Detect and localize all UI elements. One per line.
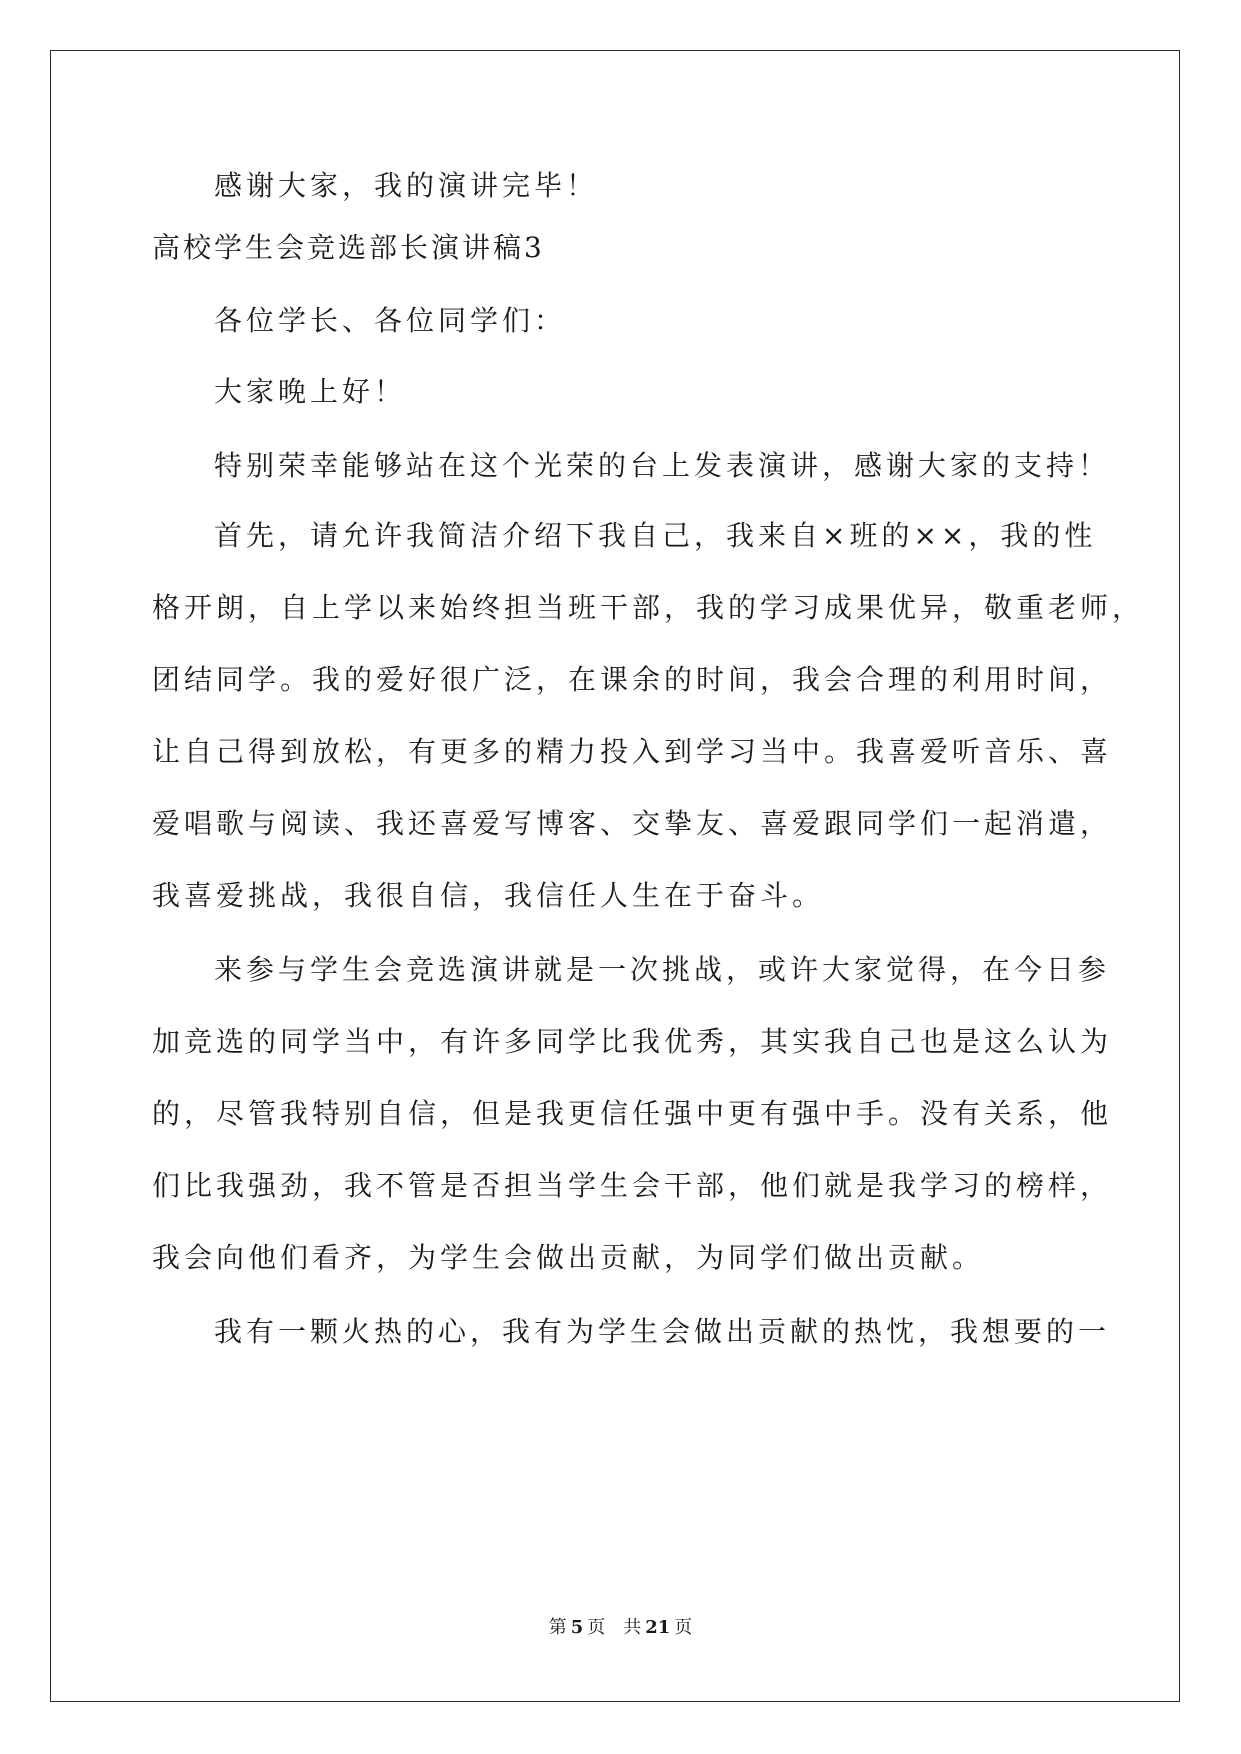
paragraph-intro-line-6: 我喜爱挑战，我很自信，我信任人生在于奋斗。 <box>152 879 825 912</box>
footer-prefix: 第 <box>548 1617 567 1638</box>
footer-page-suffix: 页 <box>587 1617 606 1638</box>
paragraph-salutation: 各位学长、各位同学们： <box>214 304 567 337</box>
paragraph-intro-line-4: 让自己得到放松，有更多的精力投入到学习当中。我喜爱听音乐、喜 <box>152 735 1113 768</box>
footer-total-suffix: 页 <box>674 1617 693 1638</box>
paragraph-greeting: 大家晚上好！ <box>214 375 407 408</box>
footer-page-number: 5 <box>570 1617 584 1638</box>
paragraph-challenge-line-3: 的，尽管我特别自信，但是我更信任强中更有强中手。没有关系，他 <box>152 1097 1113 1130</box>
paragraph-heart-line-1: 我有一颗火热的心，我有为学生会做出贡献的热忱，我想要的一 <box>214 1315 1111 1348</box>
paragraph-intro-line-2: 格开朗，自上学以来始终担当班干部，我的学习成果优异，敬重老师， <box>152 591 1145 624</box>
page-footer <box>0 1616 1241 1640</box>
paragraph-intro-line-1: 首先，请允许我简洁介绍下我自己，我来自×班的××，我的性 <box>214 519 1097 552</box>
paragraph-intro-line-5: 爱唱歌与阅读、我还喜爱写博客、交挚友、喜爱跟同学们一起消遣， <box>152 807 1113 840</box>
section-title: 高校学生会竞选部长演讲稿3 <box>152 231 545 264</box>
paragraph-intro-line-3: 团结同学。我的爱好很广泛，在课余的时间，我会合理的利用时间， <box>152 663 1113 696</box>
paragraph-challenge-line-4: 们比我强劲，我不管是否担当学生会干部，他们就是我学习的榜样， <box>152 1169 1113 1202</box>
footer-total-pages: 21 <box>645 1617 671 1638</box>
paragraph-challenge-line-1: 来参与学生会竞选演讲就是一次挑战，或许大家觉得，在今日参 <box>214 953 1111 986</box>
paragraph-closing: 感谢大家，我的演讲完毕！ <box>214 169 599 202</box>
paragraph-challenge-line-5: 我会向他们看齐，为学生会做出贡献，为同学们做出贡献。 <box>152 1241 985 1274</box>
paragraph-thanks: 特别荣幸能够站在这个光荣的台上发表演讲，感谢大家的支持！ <box>214 449 1111 482</box>
footer-total-prefix: 共 <box>623 1617 642 1638</box>
paragraph-challenge-line-2: 加竞选的同学当中，有许多同学比我优秀，其实我自己也是这么认为 <box>152 1025 1113 1058</box>
